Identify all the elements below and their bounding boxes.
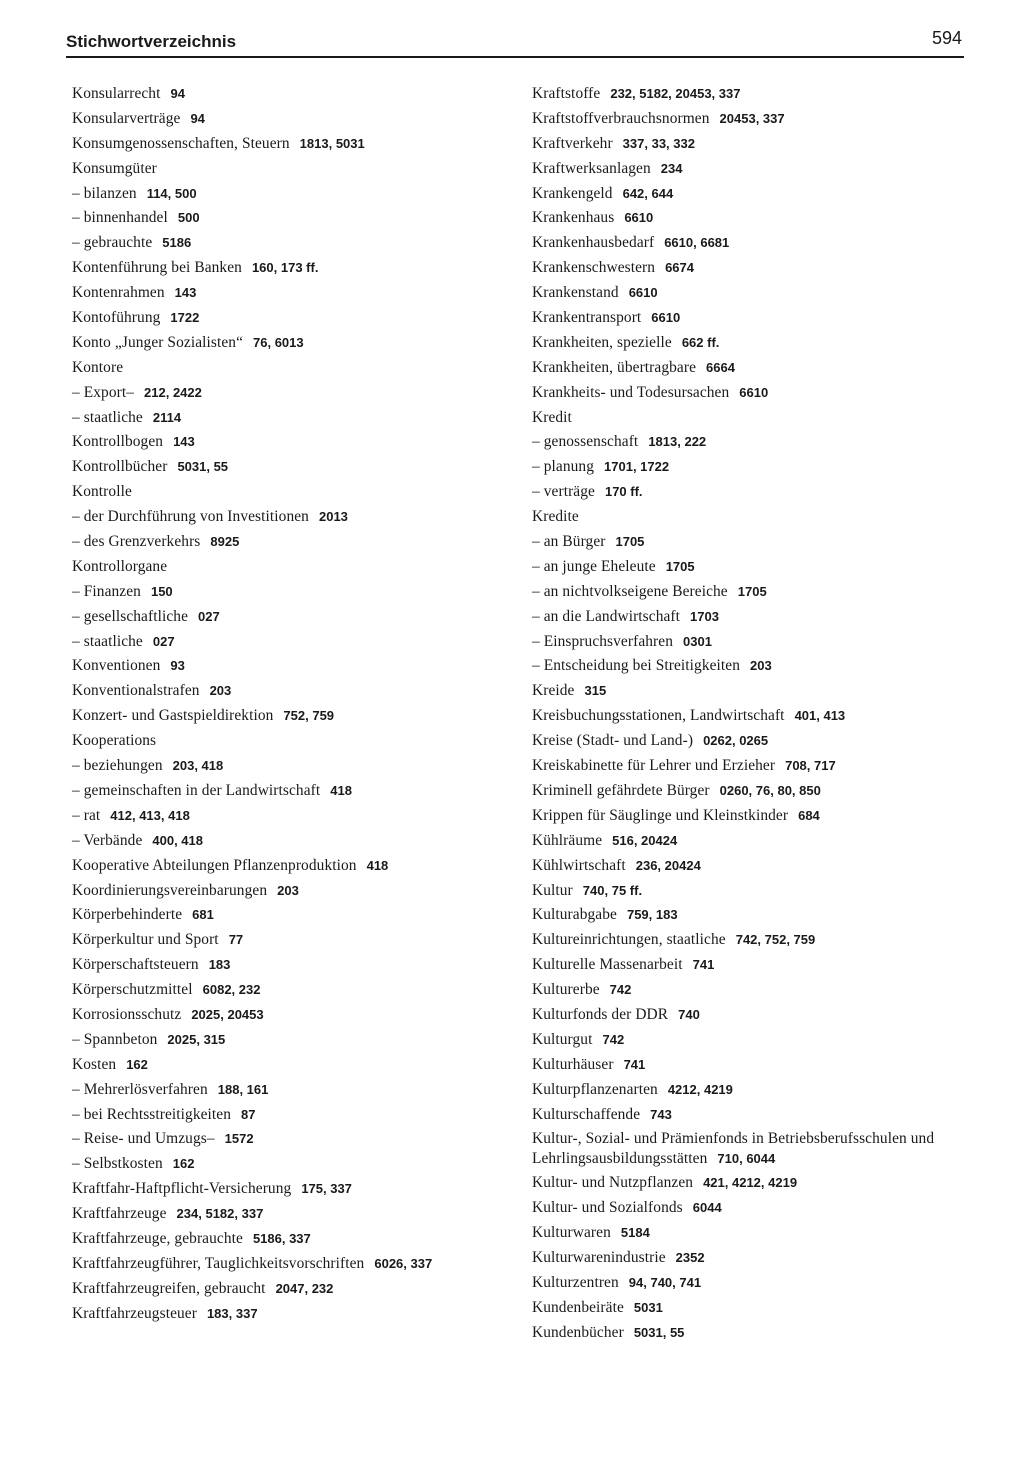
index-entry	[532, 1223, 978, 1248]
index-entry	[532, 408, 978, 433]
index-page-refs: 662 ff.	[681, 334, 720, 350]
index-page-refs: 143	[173, 434, 195, 450]
index-entry	[532, 632, 978, 657]
index-page-refs: 6610	[651, 310, 681, 326]
index-page-refs: 76, 6013	[253, 334, 304, 350]
index-page-refs: 740	[678, 1006, 700, 1022]
index-entry	[532, 980, 978, 1005]
index-entry	[532, 482, 978, 507]
index-entry	[72, 258, 520, 283]
index-page-refs: 6082, 232	[202, 982, 261, 998]
index-page-refs: 94, 740, 741	[628, 1274, 702, 1290]
index-term: Kontrollorgane	[72, 557, 168, 575]
index-page-refs: 684	[798, 807, 820, 823]
index-term: Kundenbücher	[532, 1323, 624, 1341]
index-page-refs: 183, 337	[206, 1305, 258, 1321]
index-entry	[532, 1105, 978, 1130]
index-page-refs: 212, 2422	[144, 384, 202, 400]
index-entry	[532, 134, 978, 159]
index-entry	[72, 1154, 520, 1179]
index-entry	[72, 681, 520, 706]
index-entry	[72, 134, 520, 159]
index-page-refs: 1705	[737, 583, 767, 599]
index-page-refs: 1813, 5031	[299, 135, 365, 151]
index-entry	[532, 607, 978, 632]
index-page-refs: 6610, 6681	[664, 235, 730, 251]
index-term: Kultur- und Sozialfonds	[532, 1199, 683, 1217]
index-term: – Finanzen	[72, 582, 141, 600]
index-term: Kulturschaffende	[532, 1105, 641, 1123]
index-page-refs: 94	[190, 110, 205, 126]
index-term: Koordinierungsvereinbarungen	[72, 881, 268, 899]
index-page-refs: 20453, 337	[719, 110, 785, 126]
index-entry	[532, 930, 978, 955]
index-page-refs: 5031, 55	[633, 1324, 685, 1340]
index-term: Kraftfahrzeugsteuer	[72, 1304, 197, 1322]
index-term: Konventionen	[72, 657, 161, 675]
index-page-refs: 203, 418	[172, 758, 224, 774]
index-term: Kooperative Abteilungen Pflanzenproduktion	[72, 856, 357, 874]
index-page-refs: 418	[366, 857, 389, 873]
index-page-refs: 5186	[162, 235, 192, 251]
index-term: Kulturhäuser	[532, 1055, 614, 1073]
index-page-refs: 234	[660, 160, 683, 176]
index-page-refs: 2013	[318, 509, 348, 525]
index-page-refs: 0301	[683, 633, 712, 649]
index-entry	[532, 432, 978, 457]
index-entry	[532, 308, 978, 333]
index-term: Kreide	[532, 682, 575, 700]
index-term: Kühlräume	[532, 831, 603, 849]
index-page-refs: 1813, 222	[648, 434, 707, 450]
index-entry	[72, 980, 520, 1005]
index-page-refs: 752, 759	[283, 708, 335, 724]
index-entry	[532, 681, 978, 706]
index-entry	[72, 383, 520, 408]
index-term: – Selbstkosten	[72, 1155, 163, 1173]
index-entry	[72, 831, 520, 856]
index-term: Kulturelle Massenarbeit	[532, 956, 683, 974]
index-term: Krankenschwestern	[532, 259, 656, 277]
index-entry	[72, 1129, 520, 1154]
index-term: – Verbände	[72, 831, 143, 849]
index-page-refs: 0262, 0265	[703, 733, 769, 749]
index-entry	[532, 184, 978, 209]
index-term: Körperschutzmittel	[72, 981, 193, 999]
index-page-refs: 162	[126, 1056, 148, 1072]
index-page-refs: 2047, 232	[275, 1280, 334, 1296]
index-page-refs: 027	[198, 608, 220, 624]
index-entry	[532, 1198, 978, 1223]
index-page-refs: 315	[584, 683, 607, 699]
index-page-refs: 741	[692, 957, 715, 973]
index-entry	[532, 208, 978, 233]
index-term: Konto „Junger Sozialisten“	[72, 333, 244, 351]
index-entry	[72, 706, 520, 731]
index-entry	[72, 1179, 520, 1204]
index-term: Kontenrahmen	[72, 284, 165, 302]
index-term: – Entscheidung bei Streitigkeiten	[532, 657, 741, 675]
index-entry	[532, 1323, 978, 1348]
index-entry	[532, 383, 978, 408]
index-term: – des Grenzverkehrs	[72, 533, 201, 551]
index-term: Körperbehinderte	[72, 906, 183, 924]
index-page-refs: 6026, 337	[374, 1255, 433, 1271]
index-term: Konsularrecht	[72, 85, 161, 102]
index-term: – staatliche	[72, 632, 143, 650]
index-entry	[72, 408, 520, 433]
index-entry	[72, 756, 520, 781]
index-entry	[72, 208, 520, 233]
index-entry	[532, 1173, 978, 1198]
index-term: Krankengeld	[532, 184, 613, 202]
index-entry	[72, 656, 520, 681]
index-term: Körperkultur und Sport	[72, 931, 219, 949]
index-term: Kulturabgabe	[532, 906, 617, 924]
index-entry	[532, 806, 978, 831]
index-term: – beziehungen	[72, 757, 163, 775]
index-entry	[72, 1030, 520, 1055]
index-page-refs: 6674	[665, 260, 694, 276]
index-page-refs: 2114	[152, 409, 182, 425]
index-term: Kontoführung	[72, 309, 161, 327]
index-page-refs: 337, 33, 332	[622, 135, 695, 151]
index-term: Kulturzentren	[532, 1273, 619, 1291]
index-entry	[72, 1005, 520, 1030]
index-entry	[532, 283, 978, 308]
index-page-refs: 143	[174, 285, 197, 301]
index-term: Kultureinrichtungen, staatliche	[532, 931, 726, 949]
index-entry	[72, 457, 520, 482]
index-entry	[72, 1055, 520, 1080]
index-entry	[72, 881, 520, 906]
index-entry	[72, 1105, 520, 1130]
index-page-refs: 6610	[628, 285, 658, 301]
index-page-refs: 681	[192, 907, 214, 923]
page-number: 594	[931, 28, 962, 48]
index-term: – gemeinschaften in der Landwirtschaft	[72, 781, 321, 799]
index-term: Kraftverkehr	[532, 134, 613, 152]
index-term: – planung	[532, 458, 595, 476]
index-page-refs: 6664	[706, 359, 735, 375]
index-entry	[532, 333, 978, 358]
index-page-refs: 94	[170, 86, 185, 101]
index-page-refs: 4212, 4219	[667, 1081, 733, 1097]
index-page-refs: 742	[609, 982, 632, 998]
index-term: Krankenhaus	[532, 209, 615, 227]
index-term: Kraftfahrzeugführer, Tauglichkeitsvorschriften	[72, 1254, 365, 1272]
index-term: – binnenhandel	[72, 209, 168, 227]
index-page-refs: 5184	[620, 1225, 650, 1241]
index-entry	[532, 457, 978, 482]
index-term: Konsumgüter	[72, 159, 157, 177]
index-entry	[532, 881, 978, 906]
index-page-refs: 203	[209, 683, 232, 699]
index-term: Kriminell gefährdete Bürger	[532, 781, 710, 799]
index-entry	[72, 1304, 520, 1329]
index-page-refs: 027	[152, 633, 175, 649]
index-term: Kultur-, Sozial- und Prämienfonds in Betriebsberufsschulen und Lehrlingsausbildungsstätten	[532, 1130, 935, 1168]
index-entry	[72, 358, 520, 383]
index-page-refs: 2025, 20453	[191, 1006, 264, 1022]
index-page-refs: 2352	[675, 1250, 705, 1266]
index-term: – genossenschaft	[532, 433, 639, 451]
index-column-right	[532, 84, 978, 1348]
index-term: Kultur	[532, 881, 573, 899]
index-page-refs: 710, 6044	[717, 1151, 776, 1167]
index-term: Kredit	[532, 408, 572, 426]
index-entry	[532, 109, 978, 134]
index-page-refs: 203	[750, 658, 772, 674]
index-term: Krankentransport	[532, 309, 642, 327]
index-entry	[532, 756, 978, 781]
index-term: Kraftstoffverbrauchsnormen	[532, 109, 710, 127]
index-term: Kulturgut	[532, 1030, 593, 1048]
index-term: – Mehrerlösverfahren	[72, 1080, 208, 1098]
index-entry	[72, 507, 520, 532]
index-page-refs: 160, 173 ff.	[251, 260, 319, 276]
index-entry	[532, 532, 978, 557]
index-entry	[72, 607, 520, 632]
index-term: Kosten	[72, 1055, 117, 1073]
index-entry	[72, 1204, 520, 1229]
index-page-refs: 743	[650, 1106, 672, 1122]
index-page-refs: 5031, 55	[177, 459, 229, 475]
index-page-refs: 77	[228, 932, 244, 948]
index-page-refs: 1705	[615, 534, 645, 550]
index-entry	[72, 557, 520, 582]
index-term: Krankenhausbedarf	[532, 234, 655, 252]
index-term: Kulturerbe	[532, 981, 600, 999]
index-page-refs: 1572	[224, 1131, 254, 1147]
index-term: Kraftstoffe	[532, 85, 601, 102]
index-page-refs: 741	[623, 1056, 646, 1072]
index-entry	[532, 1298, 978, 1323]
index-term: – an junge Eheleute	[532, 557, 656, 575]
index-term: Kooperations	[72, 732, 157, 750]
index-page-refs: 175, 337	[301, 1181, 352, 1197]
index-entry	[532, 258, 978, 283]
index-term: – Reise- und Umzugs–	[72, 1130, 215, 1148]
index-page-refs: 236, 20424	[635, 857, 701, 873]
index-term: – rat	[72, 806, 101, 824]
index-term: Kraftfahr-Haftpflicht-Versicherung	[72, 1180, 292, 1198]
index-entry	[72, 781, 520, 806]
index-term: Kultur- und Nutzpflanzen	[532, 1174, 694, 1192]
index-term: Körperschaftsteuern	[72, 956, 199, 974]
index-entry	[72, 333, 520, 358]
index-page-refs: 740, 75 ff.	[582, 882, 643, 898]
index-entry	[72, 84, 520, 109]
index-page-refs: 412, 413, 418	[110, 807, 190, 823]
index-entry	[72, 632, 520, 657]
index-column-left	[72, 84, 520, 1329]
index-term: Krankenstand	[532, 284, 619, 302]
index-page-refs: 5186, 337	[252, 1230, 311, 1246]
index-term: Kredite	[532, 508, 579, 526]
index-page-refs: 150	[150, 583, 173, 599]
index-entry	[532, 656, 978, 681]
index-page-refs: 203	[277, 882, 299, 898]
index-page-refs: 183	[208, 957, 231, 973]
index-entry	[532, 1273, 978, 1298]
index-page-refs: 759, 183	[626, 907, 678, 923]
index-term: – Einspruchsverfahren	[532, 632, 673, 650]
index-entry	[72, 856, 520, 881]
index-term: Krankheiten, übertragbare	[532, 358, 697, 376]
index-page-refs: 162	[172, 1156, 195, 1172]
index-entry	[72, 806, 520, 831]
index-term: Konzert- und Gastspieldirektion	[72, 707, 274, 725]
index-term: – an nichtvolkseigene Bereiche	[532, 582, 728, 600]
index-page-refs: 2025, 315	[167, 1031, 226, 1047]
index-entry	[532, 233, 978, 258]
index-term: Kulturwaren	[532, 1224, 611, 1242]
index-entry	[532, 1005, 978, 1030]
index-term: Kontore	[72, 358, 124, 376]
index-entry	[72, 532, 520, 557]
index-entry	[72, 582, 520, 607]
index-term: Kontrollbücher	[72, 458, 168, 476]
index-term: Kraftfahrzeuge, gebrauchte	[72, 1229, 243, 1247]
index-term: Krankheiten, spezielle	[532, 333, 672, 351]
index-term: – bei Rechtsstreitigkeiten	[72, 1105, 232, 1123]
index-entry	[532, 731, 978, 756]
index-term: Konsumgenossenschaften, Steuern	[72, 134, 290, 152]
index-page-refs: 400, 418	[152, 832, 203, 848]
index-term: – verträge	[532, 483, 595, 501]
index-entry	[532, 955, 978, 980]
index-page-refs: 232, 5182, 20453, 337	[610, 86, 741, 101]
index-page-refs: 93	[170, 658, 185, 674]
index-page-refs: 1701, 1722	[604, 459, 670, 475]
index-term: Kühlwirtschaft	[532, 856, 626, 874]
index-term: Kontrollbogen	[72, 433, 164, 451]
index-page-refs: 234, 5182, 337	[176, 1206, 264, 1222]
index-page-refs: 6610	[624, 210, 654, 226]
index-entry	[72, 905, 520, 930]
index-page-refs: 421, 4212, 4219	[703, 1175, 798, 1191]
index-page-refs: 742, 752, 759	[735, 932, 816, 948]
index-term: – Export–	[72, 383, 135, 401]
index-term: Krankheits- und Todesursachen	[532, 383, 730, 401]
index-page-refs: 1722	[170, 310, 200, 326]
index-entry	[532, 1080, 978, 1105]
index-term: Kreise (Stadt- und Land-)	[532, 732, 694, 750]
index-term: Kulturwarenindustrie	[532, 1249, 666, 1267]
index-entry	[72, 1279, 520, 1304]
index-entry	[532, 781, 978, 806]
index-entry	[532, 905, 978, 930]
index-page-refs: 5031	[633, 1299, 663, 1315]
index-page-refs: 418	[330, 782, 352, 798]
index-term: Kraftwerksanlagen	[532, 159, 651, 177]
index-term: Kontrolle	[72, 483, 132, 501]
index-page-refs: 500	[177, 210, 200, 226]
index-term: Kraftfahrzeuge	[72, 1205, 167, 1223]
header-title: Stichwortverzeichnis	[66, 32, 237, 51]
index-page-refs: 8925	[210, 534, 240, 550]
index-page-refs: 642, 644	[622, 185, 674, 201]
index-entry	[72, 109, 520, 134]
index-entry	[532, 1055, 978, 1080]
index-entry	[72, 184, 520, 209]
index-entry	[532, 706, 978, 731]
index-term: Kundenbeiräte	[532, 1298, 624, 1316]
index-term: – gebrauchte	[72, 234, 153, 252]
index-term: Kulturfonds der DDR	[532, 1005, 669, 1023]
index-term: Kontenführung bei Banken	[72, 259, 242, 277]
index-entry	[532, 831, 978, 856]
index-entry	[532, 159, 978, 184]
index-page-refs: 114, 500	[146, 185, 197, 201]
index-term: Kreisbuchungsstationen, Landwirtschaft	[532, 707, 785, 725]
index-entry	[532, 1030, 978, 1055]
index-term: Konsularverträge	[72, 109, 181, 127]
page-header	[66, 28, 964, 58]
index-page-refs: 1705	[665, 558, 695, 574]
index-entry	[532, 557, 978, 582]
index-term: Krippen für Säuglinge und Kleinstkinder	[532, 806, 789, 824]
index-entry	[72, 432, 520, 457]
index-entry	[532, 507, 978, 532]
index-term: – gesellschaftliche	[72, 607, 188, 625]
index-entry	[72, 1080, 520, 1105]
index-term: Kraftfahrzeugreifen, gebraucht	[72, 1279, 266, 1297]
index-entry	[532, 358, 978, 383]
index-entry	[72, 308, 520, 333]
index-page-refs: 1703	[690, 608, 719, 624]
index-page-refs: 708, 717	[785, 758, 836, 774]
index-page-refs: 401, 413	[794, 708, 846, 724]
index-page-refs: 188, 161	[217, 1081, 269, 1097]
index-entry	[72, 930, 520, 955]
index-term: – der Durchführung von Investitionen	[72, 508, 309, 526]
index-term: – an die Landwirtschaft	[532, 607, 681, 625]
index-entry	[72, 731, 520, 756]
index-page-refs: 516, 20424	[612, 832, 678, 848]
index-entry	[72, 159, 520, 184]
index-page-refs: 6044	[692, 1200, 722, 1216]
index-page-refs: 170 ff.	[604, 484, 643, 500]
index-entry	[72, 1254, 520, 1279]
index-entry	[532, 582, 978, 607]
index-entry	[532, 1248, 978, 1273]
index-entry	[532, 84, 978, 109]
index-page-refs: 87	[241, 1106, 256, 1122]
index-entry	[72, 1229, 520, 1254]
index-term: Kulturpflanzenarten	[532, 1080, 658, 1098]
index-page-refs: 6610	[739, 384, 769, 400]
index-entry	[72, 482, 520, 507]
index-term: – Spannbeton	[72, 1030, 158, 1048]
index-term: Konventionalstrafen	[72, 682, 200, 700]
index-entry	[72, 283, 520, 308]
index-entry	[72, 955, 520, 980]
index-term: – bilanzen	[72, 184, 137, 202]
index-entry	[532, 856, 978, 881]
index-term: Kreiskabinette für Lehrer und Erzieher	[532, 757, 776, 775]
index-entry	[532, 1129, 978, 1173]
index-term: – an Bürger	[532, 533, 606, 551]
index-term: – staatliche	[72, 408, 143, 426]
index-entry	[72, 233, 520, 258]
index-page-refs: 0260, 76, 80, 850	[719, 782, 821, 798]
index-page-refs: 742	[602, 1031, 625, 1047]
index-term: Korrosionsschutz	[72, 1005, 182, 1023]
